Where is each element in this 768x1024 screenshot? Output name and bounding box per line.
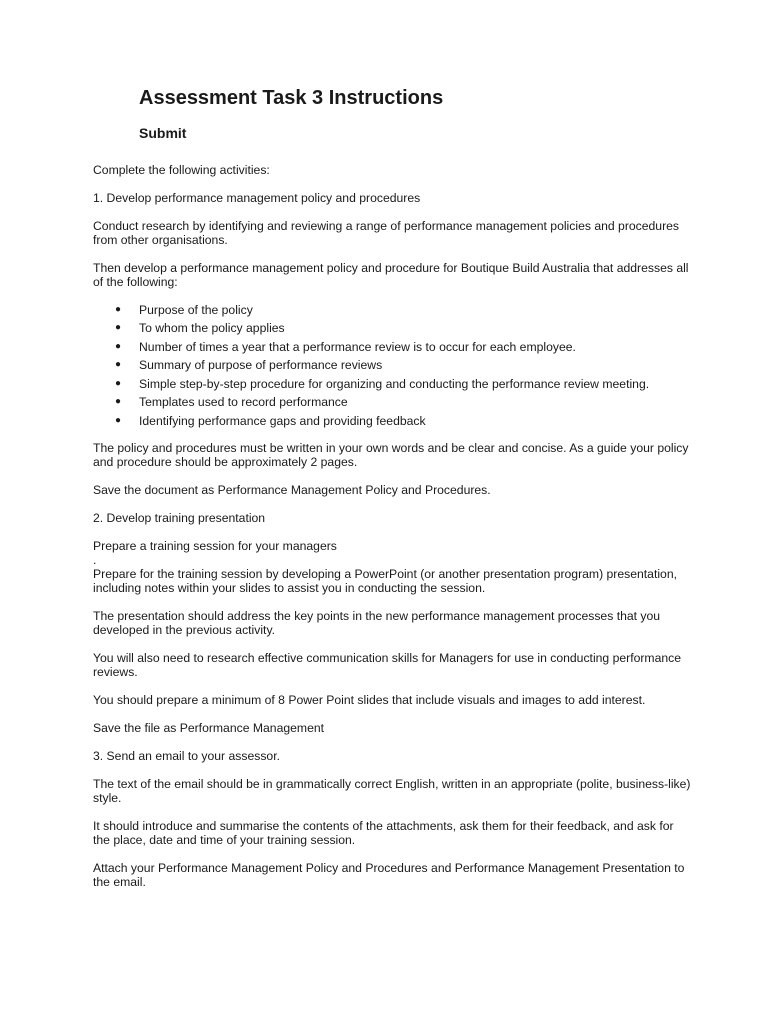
section3-heading: 3. Send an email to your assessor. [93,748,280,763]
list-item-text: Simple step-by-step procedure for organizing and conducting the performance review meeting. [139,376,650,391]
document-body [93,163,693,903]
list-item [93,377,693,391]
section1-paragraph: Save the document as Performance Management Policy and Procedures. [93,483,491,498]
section2-paragraph: Prepare for the training session by developing a PowerPoint (or another presentation program) presentation, including notes within your slides to assist you in conducting the session. [93,567,677,596]
list-item-text: Number of times a year that a performance review is to occur for each employee. [139,339,576,354]
bullet-icon: ● [115,340,122,352]
section2-paragraph: The presentation should address the key points in the new performance management processes that you developed in the previous activity. [93,609,661,638]
section2-paragraph: You will also need to research effective communication skills for Managers for use in conducting performance reviews. [93,651,682,680]
section3-paragraph: It should introduce and summarise the contents of the attachments, ask them for their feedback, and ask for the place, date and time of your training session. [93,818,674,847]
document-subtitle: Submit [139,125,187,141]
bullet-icon: ● [115,322,122,334]
stray-period: . [93,552,97,567]
list-item [93,414,693,428]
list-item [93,303,693,317]
section1-heading: 1. Develop performance management policy and procedures [93,190,421,205]
bullet-icon: ● [115,377,122,389]
list-item [93,340,693,354]
document-title: Assessment Task 3 Instructions [139,87,444,109]
list-item-text: To whom the policy applies [139,321,285,336]
list-item [93,358,693,372]
list-item [93,395,693,409]
section3-paragraph: Attach your Performance Management Policy and Procedures and Performance Management Presentation to the email. [93,860,685,889]
bullet-icon: ● [115,396,122,408]
list-item [93,321,693,335]
section1-paragraph: Conduct research by identifying and reviewing a range of performance management policies and procedures from other organisations. [93,218,680,247]
section1-paragraph: Then develop a performance management policy and procedure for Boutique Build Australia that addresses all of the following: [93,260,689,289]
section2-paragraph: Prepare a training session for your managers [93,538,337,553]
section2-paragraph: Save the file as Performance Management [93,720,325,735]
section1-paragraph: The policy and procedures must be written in your own words and be clear and concise. As a guide your policy and procedure should be approximately 2 pages. [93,441,689,470]
section2-paragraph: You should prepare a minimum of 8 Power Point slides that include visuals and images to add interest. [93,693,646,708]
section3-paragraph: The text of the email should be in grammatically correct English, written in an appropriate (polite, business-like) style. [93,776,691,805]
section2-heading: 2. Develop training presentation [93,510,266,525]
bullet-icon: ● [115,414,122,426]
intro-text: Complete the following activities: [93,163,270,177]
list-item-text: Purpose of the policy [139,302,253,317]
list-item-text: Summary of purpose of performance reviews [139,358,383,373]
requirements-list [93,303,693,428]
list-item-text: Identifying performance gaps and providing feedback [139,413,426,428]
bullet-icon: ● [115,303,122,315]
list-item-text: Templates used to record performance [139,395,348,410]
bullet-icon: ● [115,359,122,371]
